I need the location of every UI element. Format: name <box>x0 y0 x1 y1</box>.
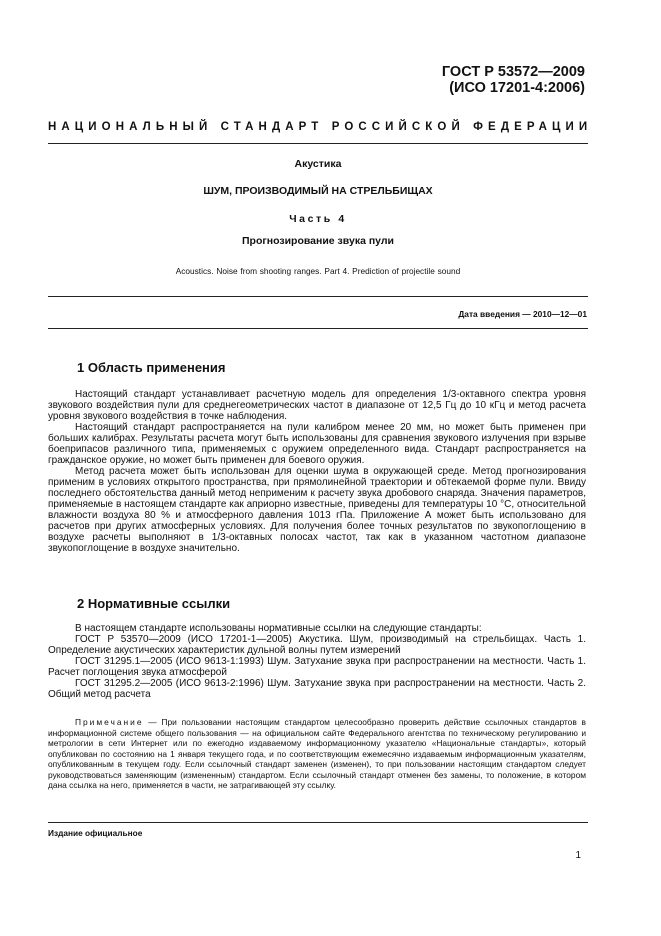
paragraph: Метод расчета может быть использован для оценки шума в окружающей среде. Метод прогнозирования применим в условиях открытого пространства, при прямолинейной траектории и обтекаемой форме пули. Ввиду последнего обстоятельства данный метод неприменим к расчету звука дробового снаряда. Значения параметров, применяемые в настоящем стандарте как априорно известные, приведены для температуры 10 °С, относительной влажности воздуха 80 % и атмосферного давления 1013 гПа. Приложение А может быть использовано для расчетов при других атмосферных условиях. Для получения более точных результатов по звукопоглощению в воздухе расчеты выполняют в 1/3-октавных полосах частот, так как в указанном частотном диапазоне звукопоглощение в воздухе значительно. <box>48 466 586 554</box>
edition-label: Издание официальное <box>48 828 143 838</box>
page-number: 1 <box>575 850 581 861</box>
paragraph: Настоящий стандарт распространяется на пули калибром менее 20 мм, но может быть применен при больших калибрах. Результаты расчета могут быть использованы для сравнения звукового излучения при взрыве боеприпасов различного типа, применяемых с оружием определенного вида. Стандарт распространяется на гражданское оружие, но может быть применен для боевого оружия. <box>48 422 586 466</box>
standard-code: ГОСТ Р 53572—2009 <box>441 64 585 80</box>
note <box>48 717 586 791</box>
paragraph: В настоящем стандарте использованы нормативные ссылки на следующие стандарты: <box>75 623 482 634</box>
paragraph: ГОСТ 31295.2—2005 (ИСО 9613-2:1996) Шум. Затухание звука при распространении на местности. Часть 2. Общий метод расчета <box>48 678 586 700</box>
part-label: Часть 4 <box>289 213 347 225</box>
note-text: — При пользовании настоящим стандартом целесообразно проверить действие ссылочных стандартов в информационной системе общего пользования — на официальном сайте Федерального агентства по техническому регулированию и метрологии в сети Интернет или по ежегодно издаваемому информационному указателю «Национальные стандарты», который опубликован по состоянию на 1 января текущего года, и по соответствующим ежемесячно издаваемым информационным указателям, опубликованным в текущем году. Если ссылочный стандарт заменен (изменен), то при пользовании настоящим стандартом следует руководствоваться заменяющим (измененным) стандартом. Если ссылочный стандарт отменен без замены, то положение, в котором дана ссылка на него, применяется в части, не затрагивающей эту ссылку. <box>48 717 586 790</box>
english-title: Acoustics. Noise from shooting ranges. Part 4. Prediction of projectile sound <box>175 266 461 276</box>
document-subtitle: Прогнозирование звука пули <box>241 235 394 247</box>
document-title: ШУМ, ПРОИЗВОДИМЫЙ НА СТРЕЛЬБИЩАХ <box>203 185 433 197</box>
iso-code: (ИСО 17201-4:2006) <box>449 80 585 96</box>
paragraph: ГОСТ Р 53570—2009 (ИСО 17201-1—2005) Акустика. Шум, производимый на стрельбищах. Часть 1. Определение акустических характеристик дульной волны путем измерений <box>48 634 586 656</box>
national-standard-banner: НАЦИОНАЛЬНЫЙ СТАНДАРТ РОССИЙСКОЙ ФЕДЕРАЦИИ <box>48 121 593 133</box>
paragraph: Настоящий стандарт устанавливает расчетную модель для определения 1/3-октавного спектра уровня звукового воздействия пули для среднегеометрических частот в диапазоне от 12,5 Гц до 10 кГц и метод расчета уровня звукового воздействия в точке наблюдения. <box>48 389 586 422</box>
standard-code-block <box>442 64 585 96</box>
divider <box>48 296 588 297</box>
paragraph: ГОСТ 31295.1—2005 (ИСО 9613-1:1993) Шум. Затухание звука при распространении на местности. Часть 1. Расчет поглощения звука атмосферой <box>48 656 586 678</box>
section-heading: 2 Нормативные ссылки <box>77 596 231 611</box>
divider <box>48 822 588 823</box>
introduction-date: Дата введения — 2010—12—01 <box>458 309 587 319</box>
divider <box>48 328 588 329</box>
divider <box>48 143 588 144</box>
topic: Акустика <box>294 158 342 170</box>
note-label: Примечание <box>75 717 144 727</box>
section-heading: 1 Область применения <box>77 360 226 375</box>
section-body <box>48 623 586 700</box>
section-body <box>48 389 586 554</box>
